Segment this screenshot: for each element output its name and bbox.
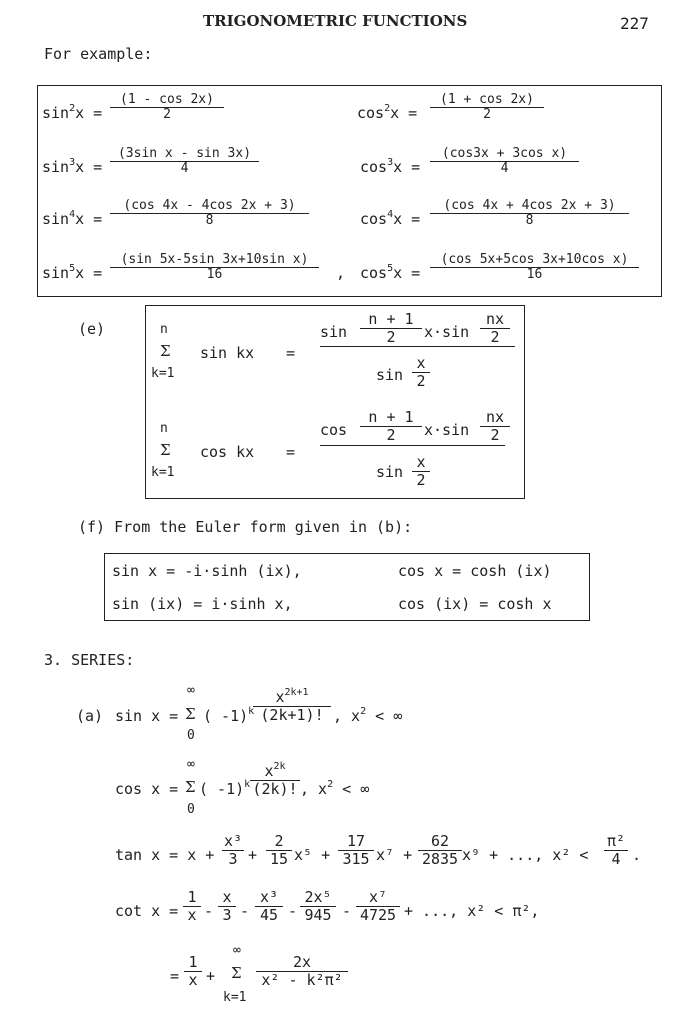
series-a-label: (a) xyxy=(76,707,104,725)
page-number: 227 xyxy=(620,14,649,33)
page-title: TRIGONOMETRIC FUNCTIONS xyxy=(203,12,468,30)
tan-term-1-frac: $\frac{\text{x³}}{3}$ xyxy=(224,832,243,868)
last-equals: = xyxy=(170,967,180,985)
cos3-fraction: $\frac{\text{(cos3x + 3cos x)}}{4}$ xyxy=(430,146,579,177)
sum2-lower-k: k=1 xyxy=(151,465,175,480)
tan-series-lhs: tan x = x + xyxy=(115,846,215,864)
sum3-sigma: Σ xyxy=(231,964,242,982)
cot-sum-fraction: $\frac{2x}{\text{x² - k²π²}}$ xyxy=(256,953,348,989)
section-f-text: (f) From the Euler form given in (b): xyxy=(78,518,413,536)
sum-sin-kx: sin kx xyxy=(200,344,255,362)
cos-series-fraction: $\frac{x^{2k}}{(2k)!}$ xyxy=(250,762,300,798)
x-over-2b: $\frac{x}{2}$ xyxy=(412,453,430,489)
equals: = xyxy=(286,344,296,362)
x-sin: x·sin xyxy=(424,323,470,341)
cos-sum-rhs xyxy=(320,408,510,489)
cos5-fraction: $\frac{\text{(cos 5x+5cos 3x+10cos x)}}{16}$ xyxy=(430,252,639,283)
tan-term-1-after: + xyxy=(248,846,258,864)
cot-term-1-after: - xyxy=(204,902,214,920)
sin5-fraction: $\frac{\text{(sin 5x-5sin 3x+10sin x)}}{16}$ xyxy=(110,252,319,283)
sin2-lhs: $\sin^2x$ = xyxy=(42,103,103,122)
sigma2-symbol: Σ xyxy=(160,441,171,459)
cos-series-lhs: cos x = xyxy=(115,780,179,798)
comma: , xyxy=(336,264,346,282)
cos2-lhs: $\cos^2x$ = xyxy=(357,103,418,122)
sum2-lower-zero: 0 xyxy=(187,802,195,817)
sum3-lower-k: k=1 xyxy=(223,990,247,1005)
sin4-fraction: $\frac{(\cos 4x - 4\cos 2x + 3)}{8}$ xyxy=(110,198,309,229)
plus-sign: + xyxy=(206,967,216,985)
sum-upper-n: n xyxy=(160,322,168,337)
sum-sigma: Σ xyxy=(185,705,196,723)
section-e-label: (e) xyxy=(78,320,106,338)
nx-over-2: $\frac{nx}{2}$ xyxy=(480,310,510,346)
sin2-fraction: $\frac{(1 - \cos 2x)}{2}$ xyxy=(110,92,224,123)
cot-term-4-after: - xyxy=(342,902,352,920)
cos4-fraction: $\frac{(\cos 4x + 4\cos 2x + 3)}{8}$ xyxy=(430,198,629,229)
tan-term-2-frac: $\frac{2}{15}$ xyxy=(266,832,292,868)
tan-term-2-after: x⁵ + xyxy=(294,846,331,864)
sum3-upper-inf: ∞ xyxy=(233,943,241,958)
sin-series-cond: , $x^2$ < ∞ xyxy=(333,706,403,725)
equals2: = xyxy=(286,443,296,461)
euler-row1-right: cos x = cosh (ix) xyxy=(398,562,552,580)
tan-term-3-after: x⁷ + xyxy=(376,846,413,864)
cot-term-4-frac: $\frac{\text{2x⁵}}{945}$ xyxy=(300,888,336,924)
sigma-symbol: Σ xyxy=(160,342,171,360)
sum-lower-k: k=1 xyxy=(151,366,175,381)
tan-term-4-after: x⁹ + ..., x² < xyxy=(462,846,589,864)
euler-row2-left: sin (ix) = i·sinh x, xyxy=(112,595,293,613)
one-over-x: $\frac{1}{x}$ xyxy=(184,953,202,989)
n-plus-1-over-2: $\frac{n + 1}{2}$ xyxy=(360,310,422,346)
cot-term-2-after: - xyxy=(240,902,250,920)
cot-term-1-frac: $\frac{1}{x}$ xyxy=(183,888,201,924)
x-over-2: $\frac{x}{2}$ xyxy=(412,354,430,390)
sin-word: sin xyxy=(320,323,348,341)
sin5-lhs: $\sin^5x$ = xyxy=(42,263,103,282)
sum-cos-kx: cos kx xyxy=(200,443,255,461)
euler-row2-right: cos (ix) = cosh x xyxy=(398,595,552,613)
sin3-lhs: $\sin^3x$ = xyxy=(42,157,103,176)
sum2-upper-inf: ∞ xyxy=(187,757,195,772)
series-heading: 3. SERIES: xyxy=(44,651,135,669)
cot-series-lhs: cot x = xyxy=(115,902,179,920)
intro-text: For example: xyxy=(44,45,153,63)
x-sin-b: x·sin xyxy=(424,421,470,439)
main-fraction-bar-2 xyxy=(320,445,505,446)
main-fraction-bar xyxy=(320,346,515,347)
euler-row1-left: sin x = -i·sinh (ix), xyxy=(112,562,302,580)
cos-sign-term: ( -1)$^k$ xyxy=(199,779,251,798)
sin3-fraction: $\frac{\text{(3sin x - sin 3x)}}{4}$ xyxy=(110,146,259,177)
sum2-sigma: Σ xyxy=(185,778,196,796)
sum2-upper-n: n xyxy=(160,421,168,436)
nx-over-2b: $\frac{nx}{2}$ xyxy=(480,408,510,444)
sin-series-fraction: $\frac{x^{2k+1}}{(2k+1)!}$ xyxy=(253,688,331,724)
sum-upper-inf: ∞ xyxy=(187,683,195,698)
tan-term-3-frac: $\frac{17}{315}$ xyxy=(338,832,374,868)
cot-term-5-after: + ..., x² < π², xyxy=(404,902,540,920)
n-plus-1-over-2b: $\frac{n + 1}{2}$ xyxy=(360,408,422,444)
cot-term-2-frac: $\frac{x}{3}$ xyxy=(218,888,236,924)
cos2-fraction: $\frac{(1 + \cos 2x)}{2}$ xyxy=(430,92,544,123)
sin4-lhs: $\sin^4x$ = xyxy=(42,209,103,228)
sum-lower-zero: 0 xyxy=(187,728,195,743)
cot-term-3-after: - xyxy=(288,902,298,920)
cot-term-5-frac: $\frac{\text{x⁷}}{4725}$ xyxy=(356,888,400,924)
tan-cond-frac: $\frac{\text{π²}}{4}$ xyxy=(604,832,628,868)
cos3-lhs: $\cos^3x$ = xyxy=(360,157,421,176)
tan-end: . xyxy=(632,846,642,864)
cos5-lhs: $\cos^5x$ = xyxy=(360,263,421,282)
denominator-sin-2: sin xyxy=(376,463,404,481)
cos4-lhs: $\cos^4x$ = xyxy=(360,209,421,228)
cos-series-cond: , $x^2$ < ∞ xyxy=(300,779,370,798)
denominator-sin: sin xyxy=(376,366,404,384)
cot-term-3-frac: $\frac{\text{x³}}{45}$ xyxy=(255,888,283,924)
sin-series-lhs: sin x = xyxy=(115,707,179,725)
tan-term-4-frac: $\frac{62}{2835}$ xyxy=(418,832,462,868)
sin-sign-term: ( -1)$^k$ xyxy=(203,706,255,725)
cos-word: cos xyxy=(320,421,348,439)
sin-sum-rhs xyxy=(320,310,515,390)
